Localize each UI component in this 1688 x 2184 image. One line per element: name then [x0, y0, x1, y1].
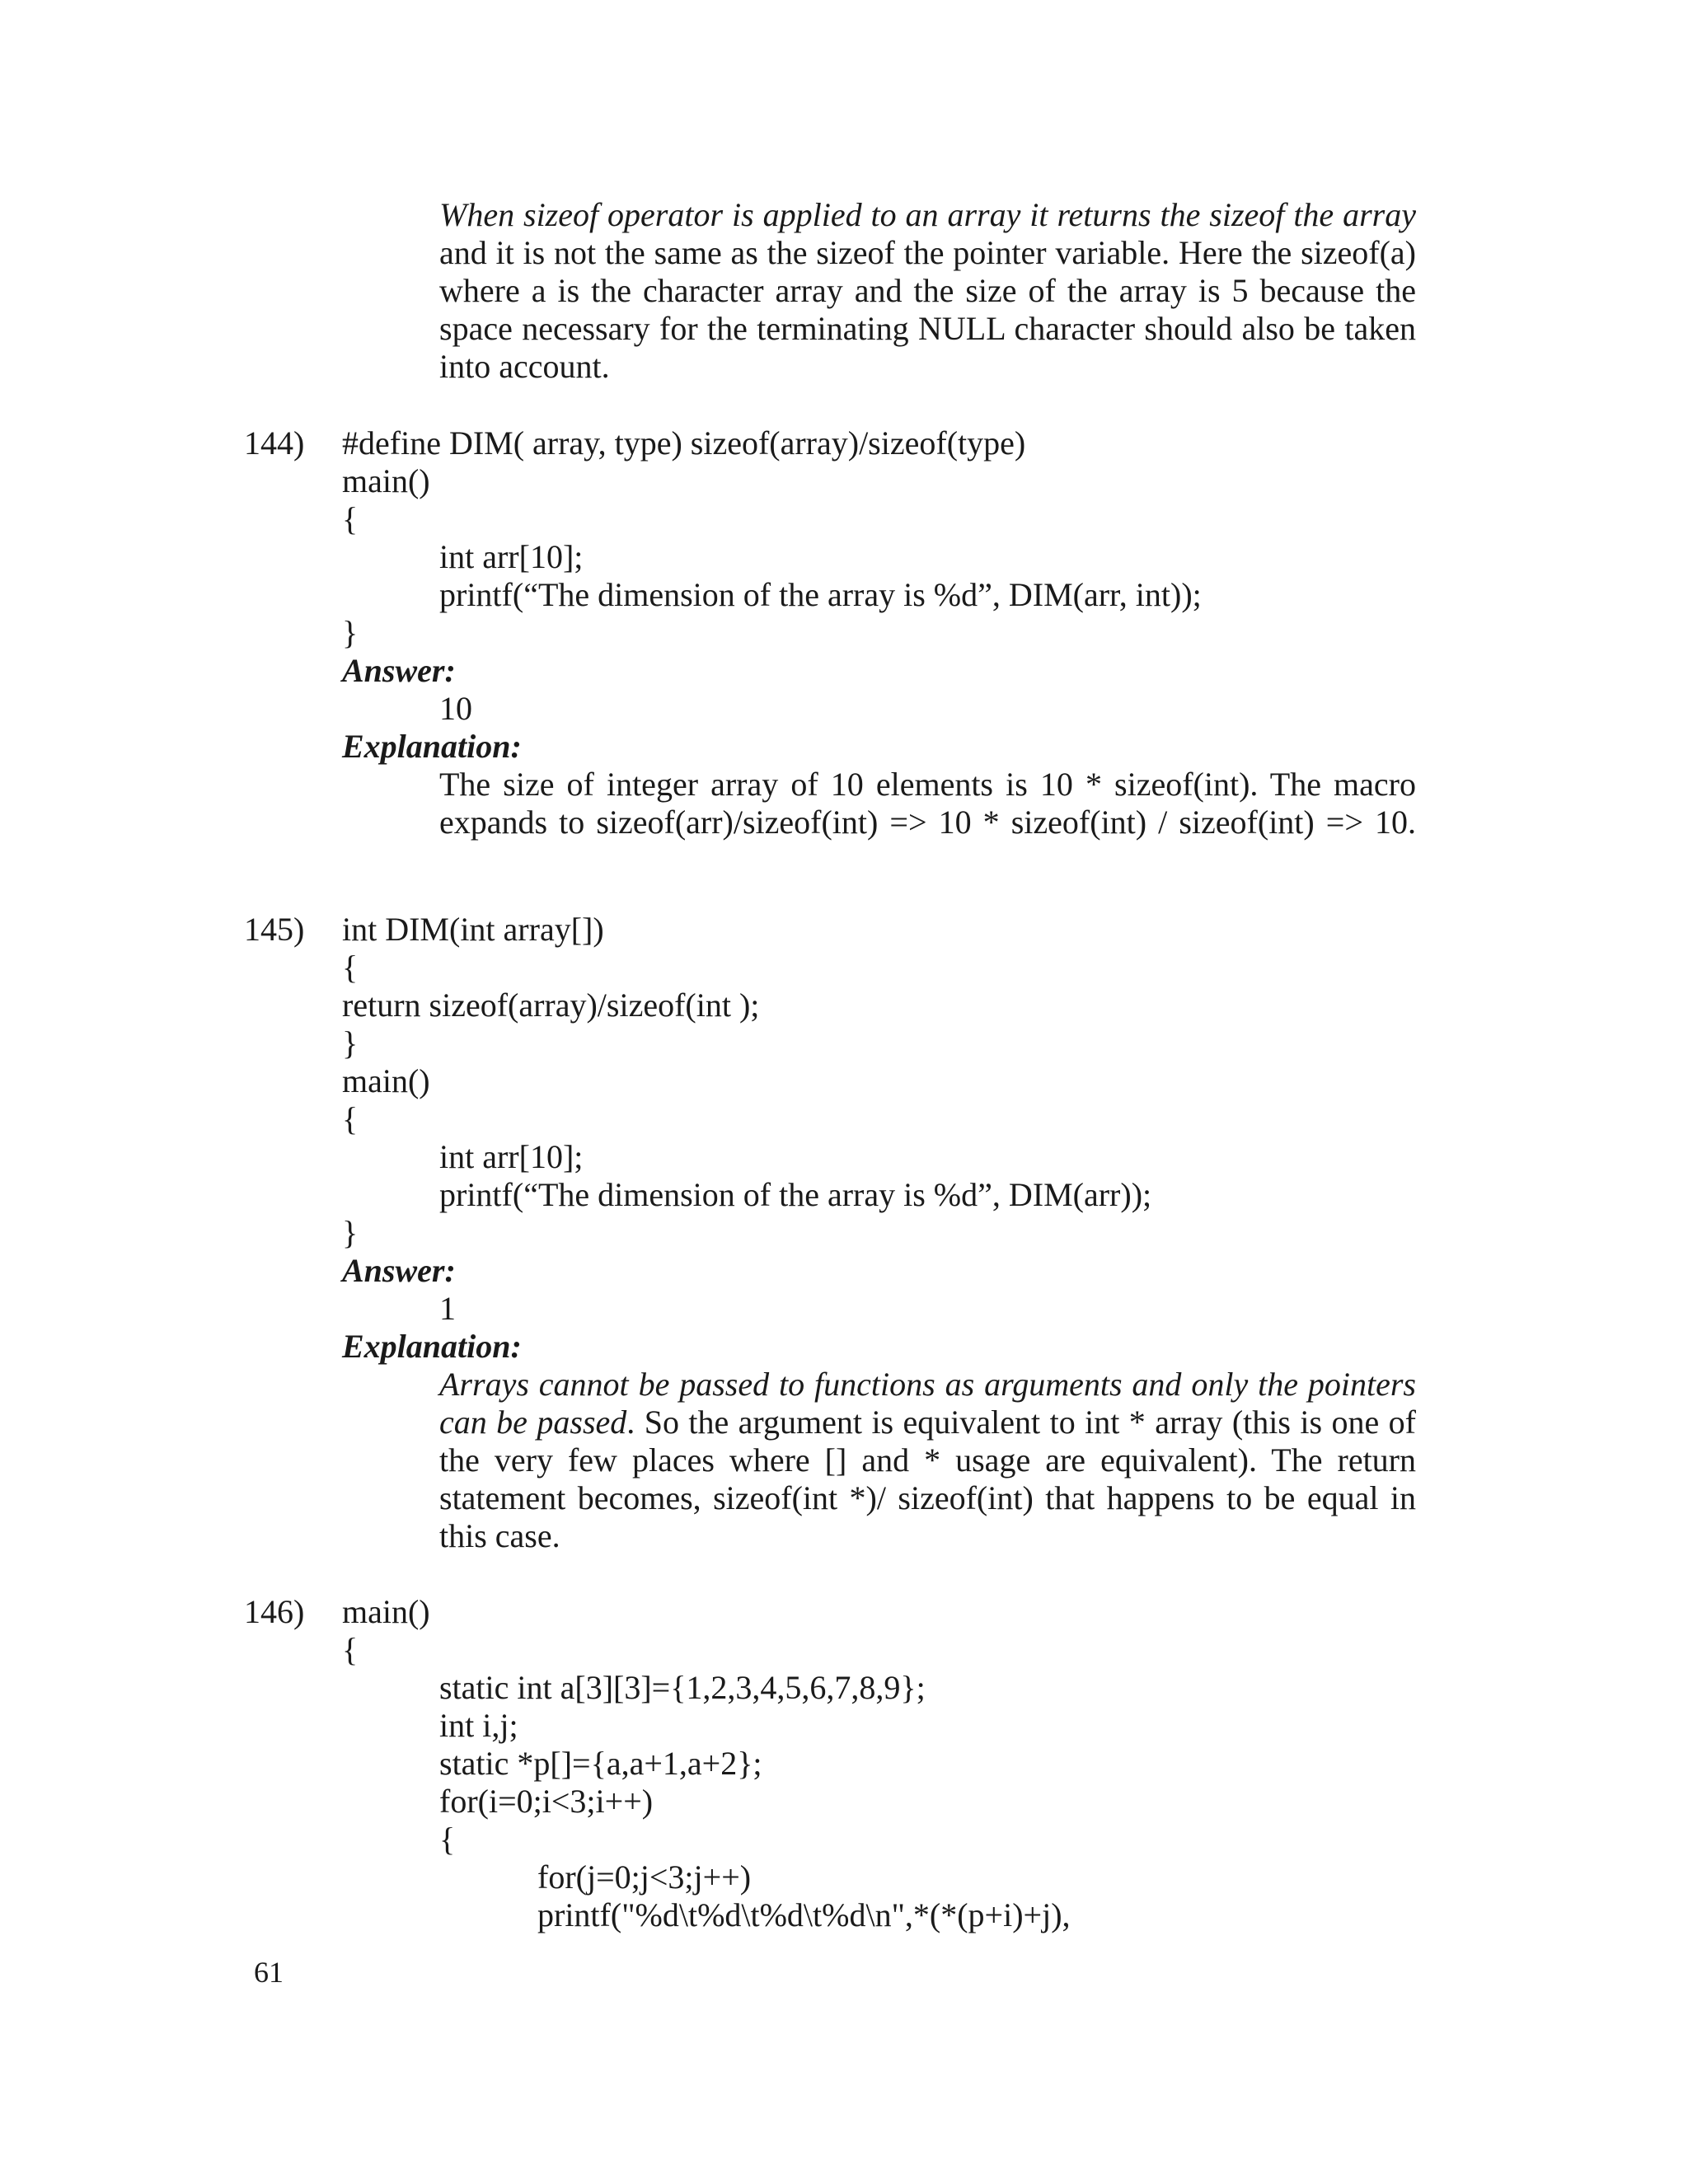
code-line: }	[342, 1024, 359, 1062]
explanation-line: this case.	[439, 1517, 560, 1554]
code-line: int i,j;	[439, 1707, 518, 1744]
intro-line: space necessary for the terminating NULL character should also be taken	[439, 310, 1416, 347]
question-number: 144)	[244, 424, 305, 462]
explanation-label: Explanation:	[342, 1328, 522, 1365]
answer-label: Answer:	[342, 1252, 456, 1289]
code-line: main()	[342, 462, 430, 499]
code-line: for(j=0;j<3;j++)	[537, 1858, 752, 1896]
code-line: {	[342, 1631, 359, 1668]
explanation-line	[439, 1404, 1416, 1441]
intro-italic-line: When sizeof operator is applied to an array it returns the sizeof the array	[439, 196, 1416, 233]
code-line: printf("%d\t%d\t%d\t%d\n",*(*(p+i)+j),	[537, 1896, 1071, 1933]
explanation-fragment: . So the argument is equivalent to int * array (this is one of	[626, 1404, 1416, 1441]
explanation-italic-line: Arrays cannot be passed to functions as arguments and only the pointers	[439, 1366, 1416, 1403]
code-line: #define DIM( array, type) sizeof(array)/sizeof(type)	[342, 424, 1026, 462]
answer-value: 10	[439, 690, 472, 727]
code-line: main()	[342, 1593, 430, 1630]
code-line: for(i=0;i<3;i++)	[439, 1783, 654, 1820]
explanation-line: expands to sizeof(arr)/sizeof(int) => 10 * sizeof(int) / sizeof(int) => 10.	[439, 804, 1416, 841]
code-line: printf(“The dimension of the array is %d”, DIM(arr, int));	[439, 576, 1202, 613]
explanation-line: statement becomes, sizeof(int *)/ sizeof(int) that happens to be equal in	[439, 1479, 1416, 1516]
code-line: int DIM(int array[])	[342, 911, 604, 948]
code-line: static *p[]={a,a+1,a+2};	[439, 1745, 762, 1782]
explanation-line: the very few places where [] and * usage are equivalent). The return	[439, 1441, 1416, 1479]
intro-line: into account.	[439, 348, 610, 385]
answer-value: 1	[439, 1290, 456, 1327]
question-number: 146)	[244, 1593, 305, 1630]
page-number: 61	[254, 1956, 284, 1989]
code-line: int arr[10];	[439, 538, 584, 575]
code-line: }	[342, 1214, 359, 1251]
code-line: {	[342, 949, 359, 986]
code-line: static int a[3][3]={1,2,3,4,5,6,7,8,9};	[439, 1669, 926, 1706]
code-line: }	[342, 614, 359, 651]
code-line: return sizeof(array)/sizeof(int );	[342, 987, 760, 1024]
question-number: 145)	[244, 911, 305, 948]
explanation-line: The size of integer array of 10 elements is 10 * sizeof(int). The macro	[439, 766, 1416, 803]
code-line: {	[342, 500, 359, 537]
explanation-italic-fragment: can be passed	[439, 1404, 627, 1441]
intro-line: and it is not the same as the sizeof the pointer variable. Here the sizeof(a)	[439, 234, 1416, 271]
intro-line: where a is the character array and the size of the array is 5 because the	[439, 272, 1416, 309]
answer-label: Answer:	[342, 652, 456, 689]
code-line: printf(“The dimension of the array is %d”, DIM(arr));	[439, 1176, 1152, 1213]
code-line: main()	[342, 1062, 430, 1099]
code-line: {	[342, 1100, 359, 1137]
code-line: int arr[10];	[439, 1138, 584, 1175]
explanation-label: Explanation:	[342, 728, 522, 765]
code-line: {	[439, 1821, 456, 1858]
